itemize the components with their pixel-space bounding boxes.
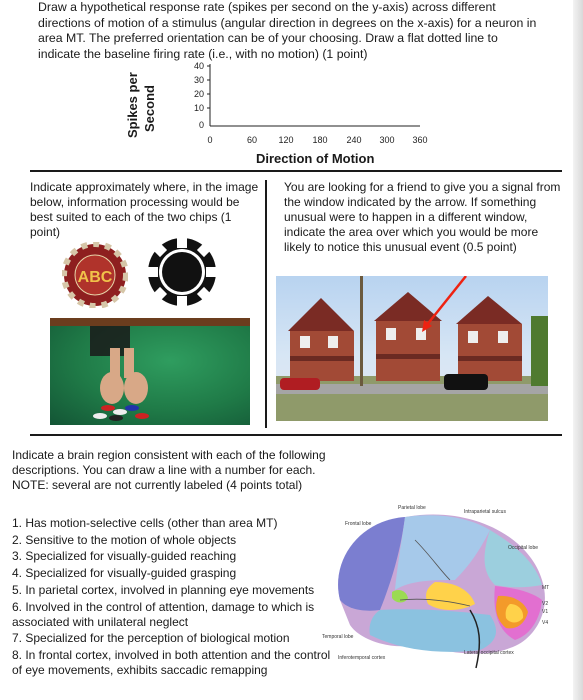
response-axes[interactable]: [190, 56, 430, 151]
brain-diagram[interactable]: [320, 500, 556, 680]
question-window-signal: You are looking for a friend to give you a signal from the window indicated by the arrow. If something unusual were to happen in a different window, indicate the area over which you would be more likely to notice this unusual event (0.5 point): [284, 180, 561, 254]
y-tick-label: 40: [193, 61, 204, 71]
list-item: 1. Has motion-selective cells (other than area MT): [12, 516, 278, 530]
window-arrow: [426, 276, 466, 326]
question-brain-regions: Indicate a brain region consistent with each of the following descriptions. You can draw a line with a number for each. NOTE: several are not currently labeled (4 points total): [12, 448, 326, 493]
question-chips: Indicate approximately where, in the image below, information processing would be best suited to each of the two chips (1 point): [30, 180, 259, 239]
list-item: 7. Specialized for the perception of biological motion: [12, 631, 290, 646]
label-v4: V4: [542, 620, 549, 626]
x-tick-label: 300: [379, 135, 395, 145]
x-tick-label: 120: [278, 135, 294, 145]
page-edge-shadow: [573, 0, 583, 700]
x-tick-label: 0: [207, 135, 213, 145]
label-parietal-lobe: Parietal lobe: [398, 505, 426, 511]
casino-table-image: [50, 318, 250, 425]
divider-bottom: [30, 434, 562, 436]
houses-photo: [276, 276, 548, 421]
list-item: 6. Involved in the control of attention, damage to which is associated with unilateral neglect: [12, 599, 315, 629]
divider-top: [30, 170, 562, 172]
question-motion-tuning: Draw a hypothetical response rate (spikes per second on the y-axis) across different directions of motion of a stimulus (angular direction in degrees on the x-axis) for a neuron in area MT. The preferred orientation can be of your choosing. Draw a flat dotted line to indicate the baseline firing rate (i.e., with no motion) (1 point): [38, 0, 537, 61]
label-lateral-occipital-cortex: Lateral occipital cortex: [464, 650, 514, 656]
x-tick-label: 60: [246, 135, 258, 145]
y-axis-title: [125, 62, 173, 142]
label-mt: MT: [542, 585, 550, 591]
abc-chip-icon: [62, 242, 128, 308]
label-v2: V2: [542, 601, 549, 607]
x-axis-title: Direction of Motion: [256, 151, 375, 166]
list-item: 8. In frontal cortex, involved in both attention and the control of eye movements, exhibits saccadic remapping: [12, 648, 331, 678]
label-inferotemporal-cortex: Inferotemporal cortex: [338, 655, 386, 661]
label-temporal-lobe: Temporal lobe: [322, 634, 354, 640]
label-frontal-lobe: Frontal lobe: [345, 521, 372, 527]
y-tick-label: 20: [193, 89, 204, 99]
houses-illustration: [276, 276, 548, 421]
label-intraparietal-sulcus: Intraparietal sulcus: [464, 509, 506, 515]
list-item: 3. Specialized for visually-guided reaching: [12, 549, 237, 564]
y-tick-label: 10: [193, 103, 204, 113]
x-tick-label: 360: [412, 135, 428, 145]
label-v1: V1: [542, 609, 549, 615]
abc-chip-text: ABC: [77, 269, 113, 286]
brain-descriptions-list: [12, 516, 337, 680]
x-tick-label: 180: [312, 135, 328, 145]
y-axis-title-line1: Spikes per: [125, 72, 140, 138]
x-tick-label: 240: [346, 135, 362, 145]
y-tick-label: 0: [198, 120, 204, 130]
y-axis-title-line2: Second: [142, 85, 157, 132]
list-item: 2. Sensitive to the motion of whole objects: [12, 532, 237, 547]
divider-vertical: [265, 180, 267, 428]
list-item: 5. In parietal cortex, involved in planning eye movements: [12, 582, 315, 597]
casino-hands-illustration: [50, 318, 250, 425]
black-chip-icon: [146, 236, 218, 308]
list-item: 4. Specialized for visually-guided grasping: [12, 566, 237, 581]
label-occipital-lobe: Occipital lobe: [508, 545, 539, 551]
y-tick-label: 30: [193, 75, 204, 85]
